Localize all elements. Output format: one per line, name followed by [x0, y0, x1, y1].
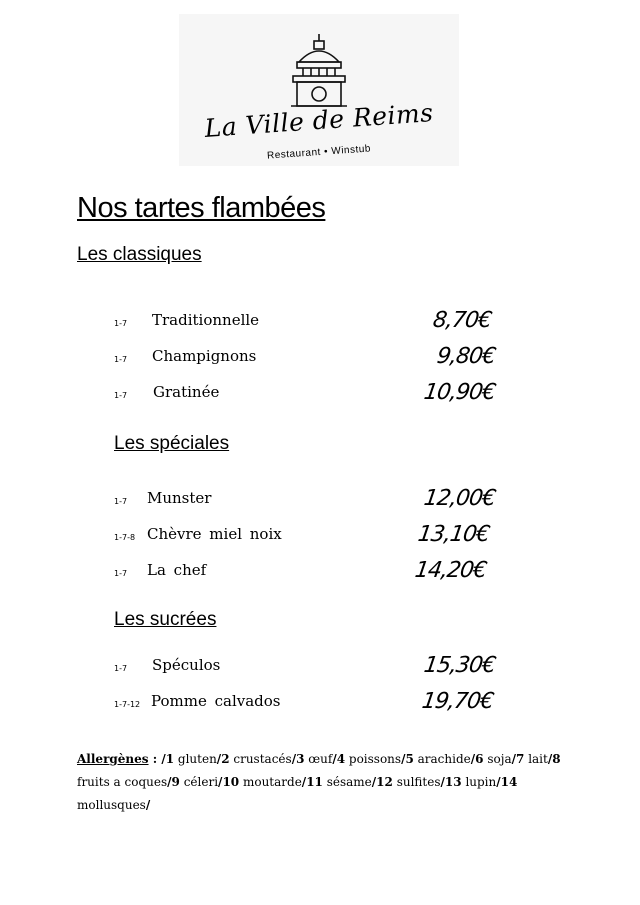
item-name: Spéculos [152, 656, 221, 674]
menu-item [0, 344, 640, 371]
item-name: Chèvre miel noix [147, 525, 282, 543]
item-name: Gratinée [153, 383, 220, 401]
logo-subtitle: Restaurant • Winstub [266, 143, 372, 162]
item-price: 10,90€ [422, 380, 497, 405]
allergen-code: 1-7 [114, 569, 128, 578]
item-name: Pomme calvados [151, 692, 281, 710]
section-title-speciales: Les spéciales [114, 433, 230, 454]
item-price: 8,70€ [431, 308, 493, 333]
allergen-code: 1-7-8 [114, 533, 136, 542]
item-price: 15,30€ [422, 653, 497, 678]
item-name: Champignons [152, 347, 257, 365]
item-price: 14,20€ [413, 558, 488, 583]
menu-item [0, 689, 640, 716]
item-price: 12,00€ [422, 486, 497, 511]
section-title-classiques: Les classiques [77, 244, 202, 265]
allergen-code: 1-7 [114, 664, 128, 673]
allergen-code: 1-7-12 [114, 700, 141, 709]
restaurant-logo [179, 14, 459, 166]
menu-item [0, 522, 640, 549]
item-price: 19,70€ [420, 689, 495, 714]
item-name: La chef [147, 561, 207, 579]
menu-item [0, 308, 640, 335]
allergen-code: 1-7 [114, 497, 128, 506]
allergen-code: 1-7 [114, 391, 128, 400]
menu-item [0, 380, 640, 407]
allergen-code: 1-7 [114, 319, 128, 328]
menu-item [0, 653, 640, 680]
menu-item [0, 486, 640, 513]
logo-name: La Ville de Reims [203, 98, 435, 143]
item-price: 9,80€ [435, 344, 497, 369]
allergen-code: 1-7 [114, 355, 128, 364]
allergens-legend: Allergènes : /1 gluten/2 crustacés/3 œuf/4 poissons/5 arachide/6 soja/7 lait/8 fruits a coques/9 céleri/10 moutarde/11 sésame/12 sulfites/13 lupin/14 mollusques/ [77, 752, 561, 812]
allergens-label: Allergènes [77, 752, 149, 766]
item-price: 13,10€ [416, 522, 491, 547]
section-title-sucrees: Les sucrées [114, 609, 217, 630]
menu-item [0, 558, 640, 585]
item-name: Munster [147, 489, 212, 507]
page-title: Nos tartes flambées [77, 192, 326, 224]
item-name: Traditionnelle [152, 311, 260, 329]
